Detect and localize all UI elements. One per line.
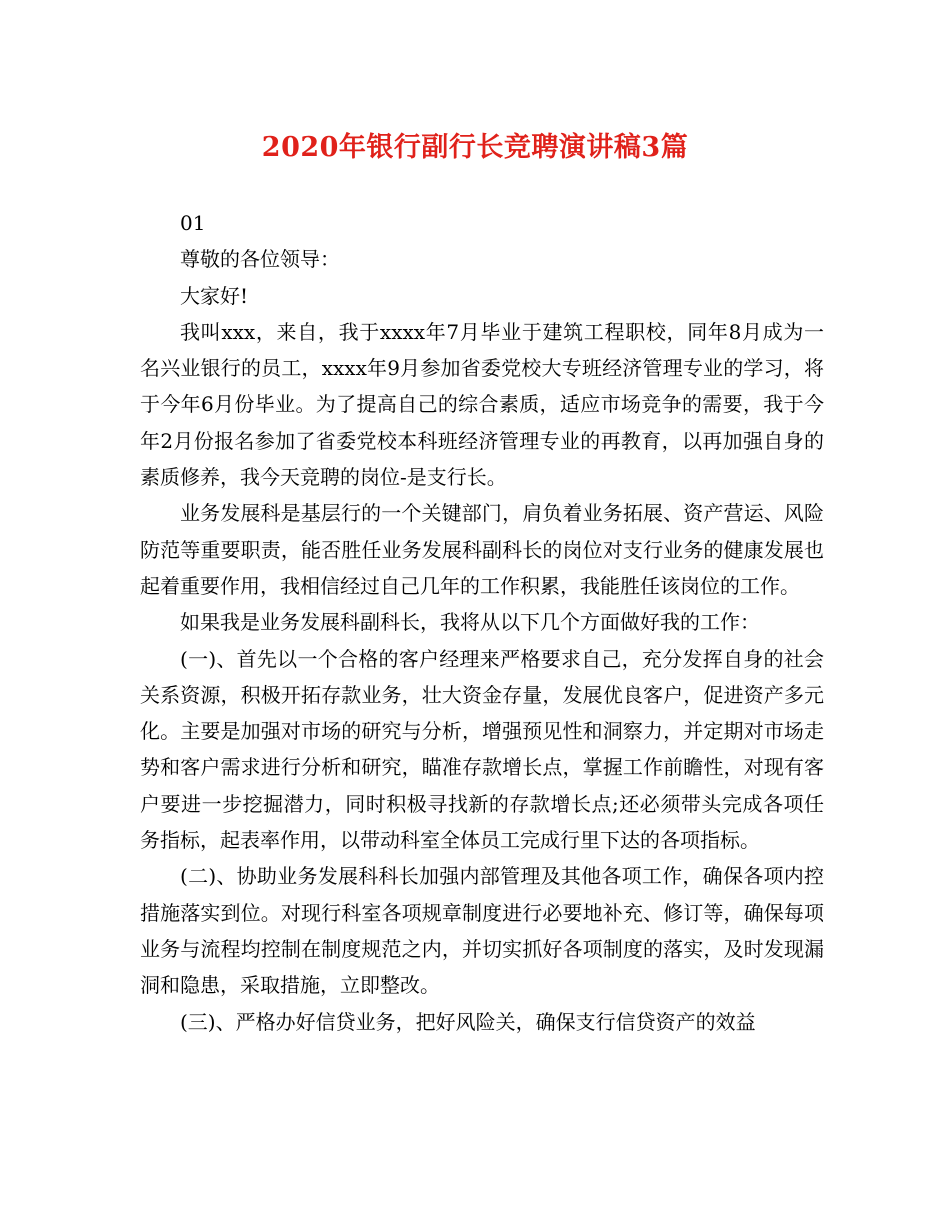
paragraph-plan-item-3: (三)、严格办好信贷业务，把好风险关，确保支行信贷资产的效益 (180, 1009, 756, 1034)
paragraph-greeting: 大家好! (180, 283, 249, 308)
paragraph-salutation: 尊敬的各位领导： (180, 247, 340, 272)
document-body (140, 205, 824, 1040)
paragraph-plan-item-1: (一)、首先以一个合格的客户经理来严格要求自己，充分发挥自身的社会关系资源，积极开拓存款业务，壮大资金存量，发展优良客户，促进资产多元化。主要是加强对市场的研究与分析，增强预见性和洞察力，并定期对市场走势和客户需求进行分析和研究，瞄准存款增长点，掌握工作前瞻性，对现有客户要进一步挖掘潜力，同时积极寻找新的存款增长点;还必须带头完成各项任务指标，起表率作用，以带动科室全体员工完成行里下达的各项指标。 (140, 646, 824, 853)
paragraph-work-plan-intro: 如果我是业务发展科副科长，我将从以下几个方面做好我的工作： (180, 610, 760, 635)
paragraph-section-number: 01 (180, 211, 206, 235)
document-title: 2020年银行副行长竞聘演讲稿3篇 (261, 132, 689, 163)
paragraph-plan-item-2: (二)、协助业务发展科科长加强内部管理及其他各项工作，确保各项内控措施落实到位。对现行科室各项规章制度进行必要地补充、修订等，确保每项业务与流程均控制在制度规范之内，并切实抓好各项制度的落实，及时发现漏洞和隐患，采取措施，立即整改。 (140, 864, 824, 998)
paragraph-self-introduction: 我叫xxx，来自，我于xxxx年7月毕业于建筑工程职校，同年8月成为一名兴业银行的员工，xxxx年9月参加省委党校大专班经济管理专业的学习，将于今年6月份毕业。为了提高自己的综合素质，适应市场竞争的需要，我于今年2月份报名参加了省委党校本科班经济管理专业的再教育，以再加强自身的素质修养，我今天竞聘的岗位-是支行长。 (140, 319, 824, 490)
paragraph-department-role: 业务发展科是基层行的一个关键部门，肩负着业务拓展、资产营运、风险防范等重要职责，能否胜任业务发展科副科长的岗位对支行业务的健康发展也起着重要作用，我相信经过自己几年的工作积累，我能胜任该岗位的工作。 (140, 501, 824, 598)
